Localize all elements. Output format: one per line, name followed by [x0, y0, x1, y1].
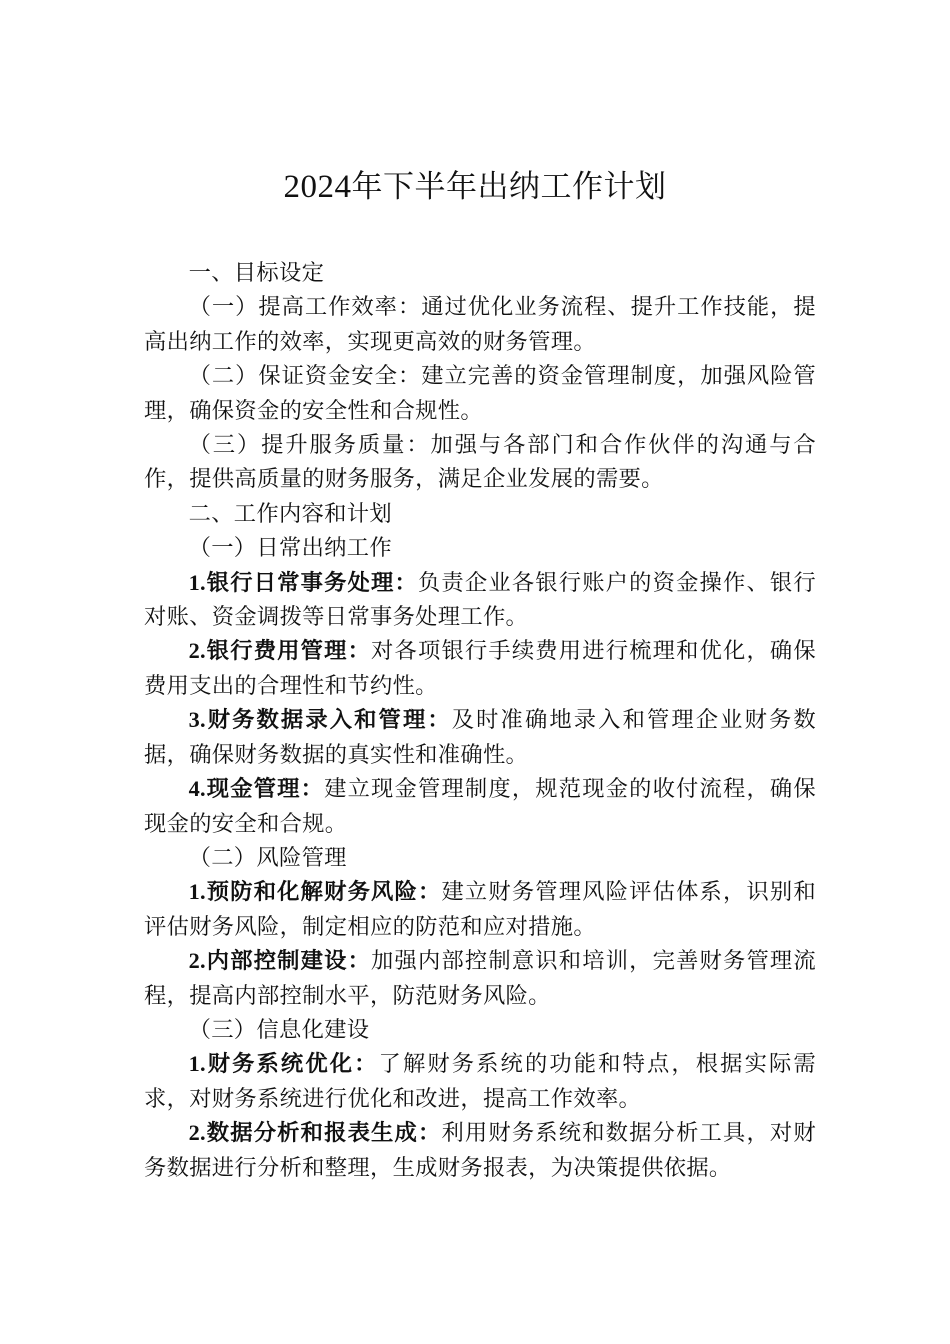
item-text: 了解财务系统的功能和特点，根据实际需求，对财务系统进行优化和改进，提高工作效率。	[144, 1051, 816, 1112]
daily-item-1	[144, 566, 816, 635]
item-number: 4.	[188, 776, 206, 802]
item-label: 财务数据录入和管理：	[205, 707, 452, 734]
subsection-heading-risk: （二）风险管理	[188, 844, 347, 871]
title-text: 年下半年出纳工作计划	[351, 169, 667, 205]
goal-item-2: （二）保证资金安全：建立完善的资金管理制度，加强风险管理，确保资金的安全性和合规性。	[144, 363, 816, 424]
item-label: 现金管理：	[205, 776, 325, 803]
item-label: 财务系统优化：	[205, 1051, 379, 1078]
item-text: 建立现金管理制度，规范现金的收付流程，确保现金的安全和合规。	[144, 776, 816, 837]
item-text: 加强内部控制意识和培训，完善财务管理流程，提高内部控制水平，防范财务风险。	[144, 948, 816, 1009]
risk-item-1	[144, 875, 816, 944]
item-label: 银行费用管理：	[205, 638, 372, 665]
item-label: 预防和化解财务风险：	[205, 879, 442, 906]
section-heading-work: 二、工作内容和计划	[188, 500, 392, 527]
item-number: 2.	[188, 1120, 206, 1146]
daily-item-2	[144, 634, 816, 703]
daily-item-3	[144, 703, 816, 772]
goal-item-1: （一）提高工作效率：通过优化业务流程、提升工作技能，提高出纳工作的效率，实现更高效的财务管理。	[144, 294, 816, 355]
item-number: 1.	[188, 879, 206, 905]
item-number: 3.	[188, 707, 206, 733]
item-number: 2.	[188, 948, 206, 974]
item-label: 数据分析和报表生成：	[205, 1120, 442, 1147]
daily-item-4	[144, 772, 816, 841]
document-body	[144, 256, 816, 1185]
page-title	[0, 164, 950, 210]
item-number: 1.	[188, 569, 206, 595]
item-text: 建立财务管理风险评估体系，识别和评估财务风险，制定相应的防范和应对措施。	[144, 879, 816, 940]
item-label: 银行日常事务处理：	[205, 569, 418, 596]
title-year: 2024	[283, 169, 352, 205]
it-item-2	[144, 1116, 816, 1185]
section-heading-goals: 一、目标设定	[188, 260, 325, 286]
goal-item-3: （三）提升服务质量：加强与各部门和合作伙伴的沟通与合作，提供高质量的财务服务，满足企业发展的需要。	[144, 432, 816, 493]
it-item-1	[144, 1047, 816, 1116]
risk-item-2	[144, 944, 816, 1013]
item-text: 利用财务系统和数据分析工具，对财务数据进行分析和整理，生成财务报表，为决策提供依据。	[144, 1120, 816, 1181]
item-number: 2.	[188, 638, 206, 664]
item-label: 内部控制建设：	[205, 948, 372, 975]
item-text: 及时准确地录入和管理企业财务数据，确保财务数据的真实性和准确性。	[144, 707, 816, 768]
item-text: 负责企业各银行账户的资金操作、银行对账、资金调拨等日常事务处理工作。	[144, 569, 816, 631]
item-number: 1.	[188, 1051, 206, 1077]
subsection-heading-daily: （一）日常出纳工作	[188, 535, 392, 562]
item-text: 对各项银行手续费用进行梳理和优化，确保费用支出的合理性和节约性。	[144, 638, 816, 699]
subsection-heading-it: （三）信息化建设	[188, 1016, 370, 1043]
